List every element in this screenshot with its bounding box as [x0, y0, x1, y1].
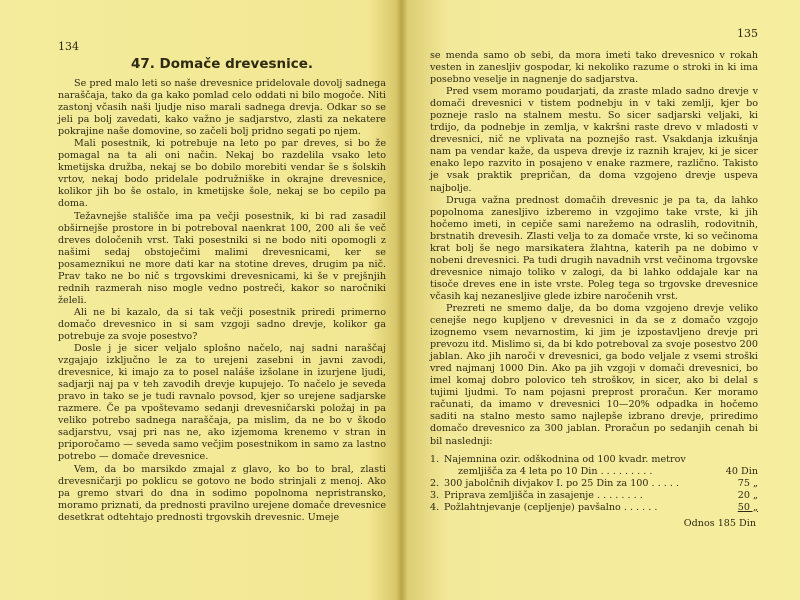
- left-page: [0, 0, 398, 600]
- left-page-text: [58, 78, 386, 524]
- paragraph: Težavnejše stališče ima pa večji posestnik, ki bi rad zasadil obširnejše prostore in bi potreboval naenkrat 100, 200 ali še več dreves določenih vrst. Taki posestniki si ne bodo niti opomogli z našimi sedaj obstoječimi malimi drevesnicami, ker se posameznikui ne more dati kar na stotine dreves, drugim pa nič. Prav tako ne bo nič s trgovskimi drevesnicami, ki še v prejšnjih rednih razmerah niso mogle vedno postreči, kakor so naročniki želeli.: [58, 210, 386, 306]
- paragraph: Vem, da bo marsikdo zmajal z glavo, ko bo to bral, zlasti drevesničarji po poklicu se gotovo ne bodo strinjali z menoj. Ako pa gremo stvari do dna in sodimo popolnoma nepristransko, moramo priznati, da prednosti pravilno urejene domače drevesnice desetkrat odtehtajo prednosti trgovskih drevesnic. Umeje: [58, 463, 386, 523]
- budget-row-number: 3.: [430, 489, 440, 501]
- budget-row-amount: 40 Din: [725, 465, 758, 477]
- budget-row-amount: 20 „: [737, 489, 758, 501]
- budget-row-number: 2.: [430, 477, 440, 489]
- page-number: 134: [58, 40, 79, 53]
- paragraph: Prezreti ne smemo dalje, da bo doma vzgojeno drevje veliko cenejše nego kupljeno v drevesnici in da se z domačo vzgojo izognemo vsem nevarnostim, ki jim je izpostavljeno drevje pri prevozu itd. Mislimo si, da bi kdo potreboval za svoje posestvo 200 jablan. Ako jih naroči v drevesnici, ga bodo veljale z vsemi stroški vred najmanj 1000 Din. Ako pa jih vzgoji v domači drevesnici, bo imel komaj dobro polovico teh stroškov, in sicer, ako bi delal s tujimi ljudmi. To nam pojasni preprost proračun. Ker moramo računati, da imamo v drevesnici 10—20% odpadka in hočemo saditi na stalno mesto samo najlepše izbrano drevje, priredimo domačo drevesnico za 300 jablan. Proračun po sedanjih cenah bi bil naslednji:: [430, 302, 758, 447]
- budget-list: [430, 454, 758, 514]
- budget-row-description: Najemnina ozir. odškodnina od 100 kvadr. metrov: [444, 453, 686, 465]
- paragraph: Mali posestnik, ki potrebuje na leto po par dreves, si bo že pomagal na ta ali oni način. Nekaj bo razdelila vsako leto kmetijska družba, nekaj se bo dobilo morebiti vendar še s šolskih vrtov, nekaj bodo pridelale podružniške in okrajne drevesnice, kolikor jih bo še ostalo, in kmetijske šole, nekaj se bo cepilo pa doma.: [58, 138, 386, 210]
- budget-row: [430, 454, 758, 466]
- budget-row: [430, 478, 758, 490]
- budget-row: [430, 466, 758, 478]
- budget-row-amount: 50 „: [737, 501, 758, 513]
- budget-row: [430, 502, 758, 514]
- budget-total: Odnos 185 Din: [683, 517, 756, 529]
- page-number: 135: [737, 27, 758, 40]
- budget-row-description: Priprava zemljišča in zasajenje . . . . . . . .: [444, 489, 643, 501]
- budget-row-number: 4.: [430, 501, 440, 513]
- paragraph-continued: se menda samo ob sebi, da mora imeti tako drevesnico v rokah vesten in zanesljiv gospodar, ki nekoliko razume o stroki in ki ima posebno veselje in nagnenje do sadjarstva.: [430, 50, 758, 86]
- paragraph: Pred vsem moramo poudarjati, da zraste mlado sadno drevje v domači drevesnici v tistem podnebju in v taki zemlji, kjer bo pozneje raslo na stalnem mestu. So sicer sadjarski veljaki, ki trdijo, da podnebje in zemlja, v kakršni raste drevo v mladosti v drevesnici, nič ne vplivata na poznejšo rast. Vsakdanja izkušnja nam pa vendar kaže, da uspeva drevje iz raznih krajev, ki je sicer enako lepo razvito in posajeno v enake razmere, različno. Takisto je vsak praktik prepričan, da doma vzgojeno drevje uspeva najbolje.: [430, 86, 758, 194]
- budget-row-number: [430, 466, 444, 478]
- chapter-title: 47. Domače drevesnice.: [130, 56, 314, 72]
- budget-row-description: zemljišča za 4 leta po 10 Din . . . . . . . . .: [458, 465, 653, 477]
- budget-row-number: 1.: [430, 453, 440, 465]
- right-page-text: [430, 50, 758, 448]
- budget-row-description: 300 jabolčnih divjakov I. po 25 Din za 100 . . . . .: [444, 477, 680, 489]
- budget-row-amount: [700, 454, 758, 466]
- budget-row-amount: 75 „: [737, 477, 758, 489]
- paragraph: Dosle j je sicer veljalo splošno načelo, naj sadni naraščaj vzgajajo izključno le za to urejeni zasebni in javni zavodi, drevesnice, ki imajo za to posel naláše izšolane in izurjene ljudi, sadjarji naj pa v teh zavodih drevje kupujejo. To načelo je seveda pravo in tako se je tudi ravnalo povsod, kjer so urejene sadjarske razmere. Če pa vpoštevamo sedanji drevesničarski položaj in pa veliko potrebo sadnega naraščaja, pa mislim, da ne bo v škodo sadjarstvu, vsaj pri nas ne, ako izjemoma krenemo v stran in priporočamo — seveda samo večjim posestnikom in samo za lastno potrebo — domače drevesnice.: [58, 343, 386, 463]
- budget-row: [430, 490, 758, 502]
- paragraph: Se pred malo leti so naše drevesnice pridelovale dovolj sadnega naraščaja, tako da ga kako pomlad celo oddati ni bilo mogoče. Niti zastonj včasih naši ljudje niso marali sadnega drevja. Odkar so se jeli pa bolj zavedati, kako važno je sadjarstvo, zlasti za nekatere pokrajine naše domovine, so začeli bolj pridno segati po njem.: [58, 78, 386, 138]
- budget-row-description: Požlahtnjevanje (cepljenje) pavšalno . . . . . .: [444, 501, 658, 513]
- paragraph: Ali ne bi kazalo, da si tak večji posestnik priredi primerno domačo drevesnico in si sam vzgoji sadno drevje, kolikor ga potrebuje za svoje posestvo?: [58, 306, 386, 342]
- paragraph: Druga važna prednost domačih drevesnic je pa ta, da lahko popolnoma zanesljivo izberemo in vzgojimo take vrste, ki jih hočemo imeti, in cepiče sami narežemo na odraslih, rodovitnih, brstnatih drevesih. Zlasti velja to za domače vrste, ki so večinoma krat bolj še nego marsikatera žlahtna, katerih pa ne dobimo v nobeni drevesnici. Pa tudi drugih navadnih vrst večinoma trgovske drevesnice nimajo toliko v zalogi, da bi lahko oddajale kar na tisoče dreves ene in iste vrste. Poleg tega so trgovske drevesnice včasih kaj nezanesljive glede izbire naročenih vrst.: [430, 194, 758, 302]
- right-page: [402, 0, 800, 600]
